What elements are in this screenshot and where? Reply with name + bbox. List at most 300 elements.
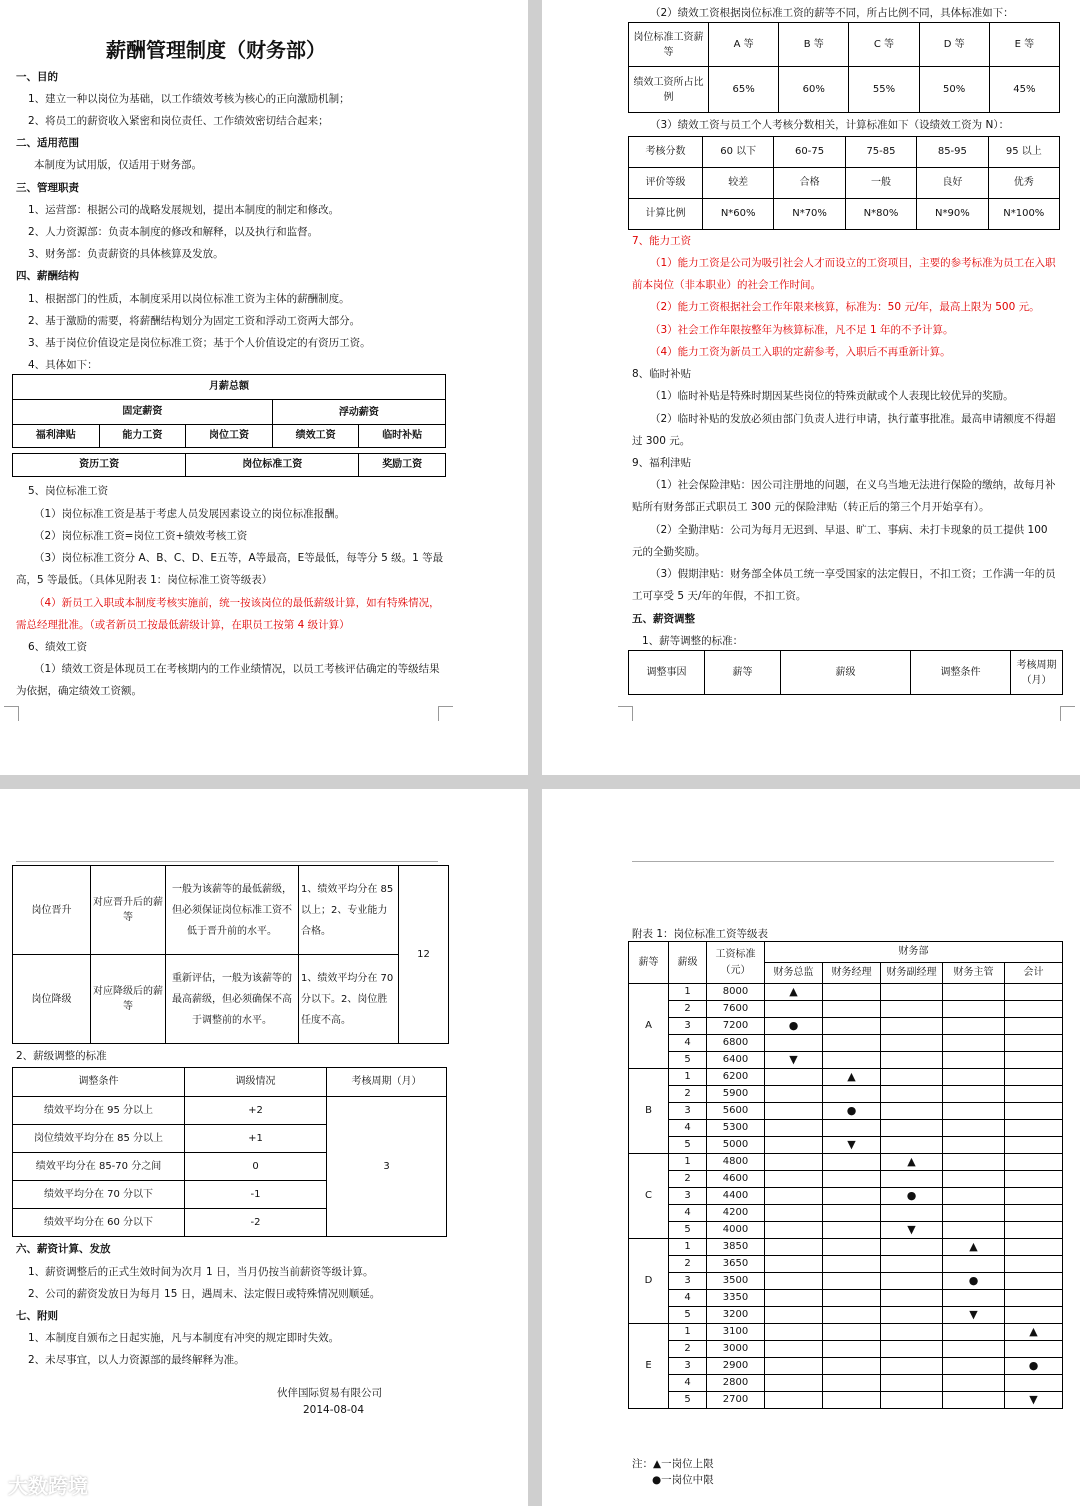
promotion-table [12,865,449,1044]
role-mark [823,1256,881,1273]
promotion-grade: 对应晋升后的薪等 [91,866,166,955]
role-mark [823,1239,881,1256]
role-mark [823,984,881,1001]
role-mark [881,1273,943,1290]
structure-float: 浮动薪资 [272,400,445,425]
page-4 [542,789,1080,1506]
text-line: 伙伴国际贸易有限公司 [277,1387,382,1399]
grade-value: 5300 [707,1120,765,1137]
grade-letter: A [629,984,669,1069]
role-mark [943,1086,1005,1103]
text-line: 5、岗位标准工资 [28,485,109,497]
role-mark [765,1324,823,1341]
role-mark [765,1222,823,1239]
grade-letter: B [629,1069,669,1154]
promotion-row [13,955,449,1044]
text-line: 2、基于激励的需要，将薪酬结构划分为固定工资和浮动工资两大部分。 [28,315,361,327]
role-mark [881,1324,943,1341]
role-mark: ▼ [823,1137,881,1154]
text-line: 3、基于岗位价值设定是岗位标准工资；基于个人价值设定的有资历工资。 [28,337,371,349]
role-mark [881,1035,943,1052]
crop-mark [1060,706,1075,721]
text-line: 六、薪资计算、发放 [16,1243,111,1255]
role-mark [881,1171,943,1188]
score-cell: 较差 [703,168,774,199]
score-row [629,168,1060,199]
grade-level: 2 [669,1341,707,1358]
role-mark [1005,1052,1063,1069]
role-mark [765,1086,823,1103]
crop-mark [4,706,19,721]
role-mark [943,1205,1005,1222]
role-mark [943,1324,1005,1341]
role-mark [765,1290,823,1307]
grade-value: 7200 [707,1018,765,1035]
role-mark [1005,1375,1063,1392]
text-line: 9、福利津贴 [632,457,692,469]
ratio-header-cell: D 等 [919,23,989,67]
promotion-level: 一般为该薪等的最低薪级，但必须保证岗位标准工资不低于晋升前的水平。 [166,866,299,955]
grade-table-row [629,1324,1063,1341]
grade-table-row [629,1120,1063,1137]
role-mark [881,1052,943,1069]
page-2 [542,0,1080,775]
text-line: 3、财务部：负责薪资的具体核算及发放。 [28,248,224,260]
grade-letter: C [629,1154,669,1239]
role-mark [1005,1103,1063,1120]
promotion-condition: 1、绩效平均分在 85 以上；2、专业能力合格。 [299,866,399,955]
role-mark [943,1290,1005,1307]
role-mark [943,1392,1005,1409]
grade-table-row [629,1358,1063,1375]
role-mark [765,1154,823,1171]
role-mark [1005,1035,1063,1052]
text-line: 1、薪资调整后的正式生效时间为次月 1 日，当月仍按当前薪资等级计算。 [28,1266,374,1278]
text-line: 1、根据部门的性质，本制度采用以岗位标准工资为主体的薪酬制度。 [28,293,350,305]
structure-cell: 福利津贴 [13,425,100,448]
grade-level: 2 [669,1001,707,1018]
grade-level: 1 [669,1324,707,1341]
grade-level: 2 [669,1086,707,1103]
adjust-header-cell: 薪等 [705,651,781,695]
text-line: 4、具体如下： [28,359,98,371]
header-dept: 财务部 [765,942,1063,963]
grade-value: 2900 [707,1358,765,1375]
text-line: 二、适用范围 [16,137,79,149]
ratio-cell: 50% [919,67,989,113]
role-mark [881,1001,943,1018]
page-1 [0,0,528,775]
text-line: （1）绩效工资是体现员工在考核期内的工作业绩情况，以员工考核评估确定的等级结果 [34,663,440,675]
grade-level: 3 [669,1273,707,1290]
sub-title: 2、薪级调整的标准 [16,1050,107,1062]
role-mark [881,1375,943,1392]
score-cell: 优秀 [988,168,1059,199]
grade-adjust-header-table [628,650,1063,695]
watermark-logo: 大数跨境 [8,1474,88,1498]
role-mark [881,1018,943,1035]
grade-value: 4000 [707,1222,765,1239]
text-line: 2、公司的薪资发放日为每月 15 日，遇周末、法定假日或特殊情况则顺延。 [28,1288,381,1300]
appendix-caption: 附表 1：岗位标准工资等级表 [632,928,769,940]
header-role: 财务副经理 [881,963,943,984]
grade-adjust-table [12,1067,447,1237]
role-mark [881,1239,943,1256]
grade-table-row [629,1035,1063,1052]
role-mark [765,1273,823,1290]
role-mark [1005,1256,1063,1273]
structure-cell: 奖励工资 [359,454,446,477]
score-cell: N*80% [845,199,916,230]
header-role: 会计 [1005,963,1063,984]
grade-level: 3 [669,1018,707,1035]
grade-level: 1 [669,1239,707,1256]
grade-value: 3200 [707,1307,765,1324]
ratio-cell: 55% [849,67,919,113]
text-line: 6、绩效工资 [28,641,88,653]
role-mark [765,1035,823,1052]
ratio-cell: 60% [779,67,849,113]
text-line: 8、临时补贴 [632,368,692,380]
grade-value: 4800 [707,1154,765,1171]
role-mark [765,1069,823,1086]
grade-adjust-header-cell: 调级情况 [185,1068,327,1097]
text-line: 本制度为试用版，仅适用于财务部。 [34,159,202,171]
grade-adjust-condition: 绩效平均分在 85-70 分之间 [13,1153,185,1181]
role-mark [943,1001,1005,1018]
score-cell: 考核分数 [629,137,703,168]
grade-table-row [629,1307,1063,1324]
role-mark [823,1154,881,1171]
grade-value: 6400 [707,1052,765,1069]
role-mark [881,1205,943,1222]
grade-adjust-header-cell: 考核周期（月） [327,1068,447,1097]
role-mark [823,1205,881,1222]
header-role: 财务经理 [823,963,881,984]
role-mark: ● [765,1018,823,1035]
header-role: 财务主管 [943,963,1005,984]
grade-value: 6800 [707,1035,765,1052]
role-mark [943,1154,1005,1171]
role-mark [823,1086,881,1103]
crop-mark [438,706,453,721]
grade-table-row [629,1154,1063,1171]
grade-level: 4 [669,1205,707,1222]
header-standard: 工资标准（元） [707,942,765,984]
text-line: 1、本制度自颁布之日起实施，凡与本制度有冲突的规定即时失效。 [28,1332,340,1344]
role-mark [1005,1307,1063,1324]
text-line: （3）假期津贴：财务部全体员工统一享受国家的法定假日，不扣工资；工作满一年的员 [650,568,1056,580]
grade-table-row [629,1188,1063,1205]
role-mark: ▲ [765,984,823,1001]
role-mark [765,1307,823,1324]
role-mark [881,1392,943,1409]
grade-value: 3850 [707,1239,765,1256]
text-line: （4）能力工资为新员工入职的定薪参考，入职后不再重新计算。 [650,346,951,358]
text-line: 2、将员工的薪资收入紧密和岗位责任、工作绩效密切结合起来； [28,115,329,127]
adjust-header-cell: 调整事因 [629,651,705,695]
score-cell: N*90% [917,199,988,230]
role-mark [765,1188,823,1205]
role-mark [1005,1086,1063,1103]
role-mark: ▲ [943,1239,1005,1256]
role-mark [943,1035,1005,1052]
structure-cell: 岗位标准工资 [186,454,359,477]
role-mark [1005,1188,1063,1205]
role-mark [823,1341,881,1358]
role-mark [943,1069,1005,1086]
role-mark: ● [823,1103,881,1120]
score-cell: 60-75 [774,137,845,168]
role-mark [765,1205,823,1222]
grade-adjust-change: +2 [185,1097,327,1125]
role-mark [1005,1205,1063,1222]
promotion-period: 12 [399,866,449,1044]
grade-adjust-condition: 岗位绩效平均分在 85 分以上 [13,1125,185,1153]
grade-level: 4 [669,1375,707,1392]
role-mark [823,1307,881,1324]
role-mark [1005,1222,1063,1239]
role-mark [1005,1069,1063,1086]
text-line: 2014-08-04 [303,1404,365,1416]
role-mark [1005,1273,1063,1290]
role-mark [765,1392,823,1409]
structure-cell: 资历工资 [13,454,186,477]
header-role: 财务总监 [765,963,823,984]
text-line: 1、运营部：根据公司的战略发展规划，提出本制度的制定和修改。 [28,204,340,216]
promotion-type: 岗位晋升 [13,866,91,955]
grade-adjust-condition: 绩效平均分在 70 分以下 [13,1181,185,1209]
text-line: 前本岗位（非本职业）的社会工作时间。 [632,279,821,291]
grade-value: 6200 [707,1069,765,1086]
role-mark [823,1222,881,1239]
grade-table-row [629,1052,1063,1069]
legend-upper: 注：▲一岗位上限 [632,1458,714,1470]
role-mark [943,1222,1005,1239]
adjust-header-cell: 考核周期（月） [1011,651,1063,695]
role-mark [943,984,1005,1001]
text-line: 四、薪酬结构 [16,270,79,282]
role-mark [823,1052,881,1069]
grade-value: 8000 [707,984,765,1001]
salary-structure-table [12,374,446,448]
text-line: 一、目的 [16,71,58,83]
grade-level: 3 [669,1188,707,1205]
grade-table-header [629,942,1063,963]
role-mark [1005,1239,1063,1256]
grade-adjust-change: -1 [185,1181,327,1209]
grade-value: 3500 [707,1273,765,1290]
score-cell: N*70% [774,199,845,230]
text-line: 过 300 元。 [632,435,691,447]
promotion-condition: 1、绩效平均分在 70 分以下。2、岗位胜任度不高。 [299,955,399,1044]
role-mark [1005,1001,1063,1018]
role-mark [881,1069,943,1086]
document-title: 薪酬管理制度（财务部） [106,38,326,62]
structure-cell: 岗位工资 [186,425,273,448]
grade-value: 3350 [707,1290,765,1307]
score-table [628,136,1060,230]
score-row [629,199,1060,230]
role-mark [765,1120,823,1137]
role-mark [1005,984,1063,1001]
grade-table-row [629,1018,1063,1035]
grade-table-row [629,1137,1063,1154]
score-cell: 60 以下 [703,137,774,168]
role-mark: ▼ [943,1307,1005,1324]
ratio-cell: 绩效工资所占比例 [629,67,709,113]
grade-level: 2 [669,1171,707,1188]
grade-value: 2800 [707,1375,765,1392]
promotion-grade: 对应降级后的薪等 [91,955,166,1044]
grade-value: 2700 [707,1392,765,1409]
role-mark [881,1103,943,1120]
grade-adjust-change: +1 [185,1125,327,1153]
text-line: 七、附则 [16,1310,58,1322]
role-mark [823,1120,881,1137]
grade-adjust-period: 3 [327,1097,447,1237]
role-mark [765,1103,823,1120]
role-mark [823,1290,881,1307]
grade-level: 3 [669,1358,707,1375]
grade-value: 5900 [707,1086,765,1103]
role-mark [823,1358,881,1375]
grade-table-row [629,1256,1063,1273]
text-line: 贴所有财务部正式职员工 300 元的保险津贴（转正后的第三个月开始享有）。 [632,501,990,513]
text-line: （2）绩效工资根据岗位标准工资的薪等不同，所占比例不同，具体标准如下： [650,7,1014,19]
text-line: 元的全勤奖励。 [632,546,706,558]
page-3 [0,789,528,1506]
score-cell: 85-95 [917,137,988,168]
role-mark [765,1341,823,1358]
text-line: （2）能力工资根据社会工作年限来核算，标准为：50 元/年，最高上限为 500 元。 [650,301,1040,313]
grade-adjust-header [13,1068,447,1097]
ratio-header-cell: B 等 [779,23,849,67]
role-mark [765,1375,823,1392]
score-cell: 一般 [845,168,916,199]
role-mark [881,1358,943,1375]
structure-total: 月薪总额 [13,375,446,400]
role-mark [881,1341,943,1358]
promotion-row [13,866,449,955]
text-line: 2、未尽事宜，以人力资源部的最终解释为准。 [28,1354,245,1366]
grade-table-row [629,1290,1063,1307]
grade-level: 4 [669,1120,707,1137]
grade-table-row [629,1171,1063,1188]
text-line: （1）岗位标准工资是基于考虑人员发展因素设立的岗位标准报酬。 [34,508,346,520]
role-mark [765,1137,823,1154]
text-line: 为依据，确定绩效工资额。 [16,685,142,697]
role-mark [1005,1341,1063,1358]
grade-level: 4 [669,1035,707,1052]
text-line: （3）社会工作年限按整年为核算标准，凡不足 1 年的不予计算。 [650,324,954,336]
grade-adjust-change: -2 [185,1209,327,1237]
grade-level: 5 [669,1392,707,1409]
role-mark [823,1375,881,1392]
role-mark [943,1375,1005,1392]
role-mark [823,1188,881,1205]
text-line: 高，5 等最低。（具体见附表 1：岗位标准工资等级表） [16,574,273,586]
score-cell: N*100% [988,199,1059,230]
grade-level: 1 [669,984,707,1001]
role-mark [1005,1120,1063,1137]
role-mark [1005,1171,1063,1188]
grade-table-row [629,1222,1063,1239]
role-mark: ▲ [1005,1324,1063,1341]
role-mark: ▼ [881,1222,943,1239]
salary-structure-table-lower [12,453,446,477]
structure-cell: 临时补贴 [359,425,446,448]
role-mark: ● [943,1273,1005,1290]
salary-grade-table [628,941,1063,1409]
grade-table-row [629,1103,1063,1120]
role-mark [943,1171,1005,1188]
role-mark: ● [1005,1358,1063,1375]
grade-level: 5 [669,1307,707,1324]
grade-value: 4200 [707,1205,765,1222]
text-line: （1）临时补贴是特殊时期因某些岗位的特殊贡献或个人表现比较优异的奖励。 [650,390,1014,402]
adjust-header-cell: 薪级 [781,651,911,695]
role-mark [881,984,943,1001]
grade-value: 3650 [707,1256,765,1273]
text-line: （2）临时补贴的发放必须由部门负责人进行申请，执行董事批准。最高申请额度不得超 [650,413,1056,425]
grade-adjust-change: 0 [185,1153,327,1181]
grade-table-row [629,1069,1063,1086]
grade-adjust-header-cell: 调整条件 [13,1068,185,1097]
text-line: 工可享受 5 天/年的年假，不扣工资。 [632,590,807,602]
promotion-type: 岗位降级 [13,955,91,1044]
role-mark [881,1086,943,1103]
role-mark [943,1256,1005,1273]
role-mark [881,1137,943,1154]
role-mark [823,1018,881,1035]
text-line: （2）全勤津贴：公司为每月无迟到、早退、旷工、事病、未打卡现象的员工提供 100 [650,524,1048,536]
role-mark [943,1358,1005,1375]
grade-level: 5 [669,1137,707,1154]
grade-value: 4400 [707,1188,765,1205]
score-cell: 计算比例 [629,199,703,230]
score-cell: 评价等级 [629,168,703,199]
role-mark [943,1341,1005,1358]
role-mark [881,1256,943,1273]
text-line: 7、能力工资 [632,235,692,247]
role-mark [943,1137,1005,1154]
role-mark [823,1035,881,1052]
structure-cell: 绩效工资 [272,425,359,448]
ratio-header-cell: C 等 [849,23,919,67]
grade-level: 3 [669,1103,707,1120]
role-mark [765,1256,823,1273]
role-mark [823,1324,881,1341]
role-mark [1005,1290,1063,1307]
text-line: 五、薪资调整 [632,613,695,625]
grade-table-row [629,984,1063,1001]
role-mark [823,1001,881,1018]
role-mark [943,1052,1005,1069]
grade-adjust-condition: 绩效平均分在 60 分以下 [13,1209,185,1237]
grade-table-row [629,1341,1063,1358]
legend-middle: ●一岗位中限 [652,1474,714,1486]
role-mark: ▲ [823,1069,881,1086]
grade-level: 2 [669,1256,707,1273]
score-cell: 95 以上 [988,137,1059,168]
page-header-line [16,847,438,862]
grade-level: 5 [669,1052,707,1069]
role-mark: ▼ [1005,1392,1063,1409]
text-line: （3）岗位标准工资分 A、B、C、D、E五等，A等最高，E等最低，每等分 5 级。1 等最 [34,552,444,564]
page-header-line [632,847,1054,862]
text-line: （2）岗位标准工资=岗位工资+绩效考核工资 [34,530,248,542]
